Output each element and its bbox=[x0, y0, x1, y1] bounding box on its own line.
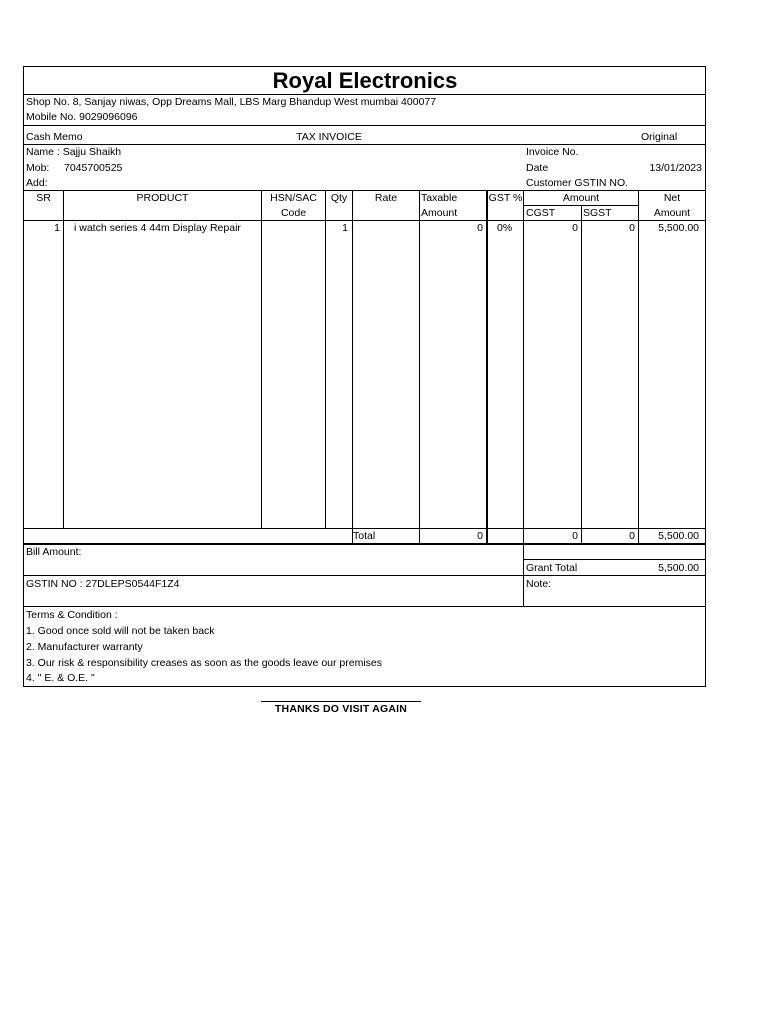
total-label: Total bbox=[353, 530, 376, 542]
header-hsn: HSN/SAC bbox=[270, 192, 317, 204]
header-rate: Rate bbox=[374, 192, 398, 204]
row-taxable: 0 bbox=[477, 222, 483, 234]
header-sr: SR bbox=[36, 192, 51, 204]
footer-message: THANKS DO VISIT AGAIN bbox=[274, 703, 408, 715]
terms-item: 2. Manufacturer warranty bbox=[26, 641, 143, 653]
frame-left-line bbox=[23, 66, 24, 687]
header-cgst: CGST bbox=[526, 207, 556, 219]
grand-total-value: 5,500.00 bbox=[658, 562, 699, 574]
frame-bottom-line bbox=[23, 686, 706, 687]
customer-address-label: Add: bbox=[26, 177, 48, 189]
header-taxable-amount: Amount bbox=[421, 207, 458, 219]
frame-right-line bbox=[705, 66, 706, 687]
header-gst: GST % bbox=[488, 192, 523, 204]
header-amount: Amount bbox=[562, 192, 600, 204]
col-line bbox=[581, 205, 582, 544]
invoice-date: 13/01/2023 bbox=[649, 162, 702, 174]
customer-mob: 7045700525 bbox=[64, 162, 123, 174]
grand-total-label: Grant Total bbox=[526, 562, 578, 574]
memo-title: TAX INVOICE bbox=[296, 131, 362, 143]
header-taxable: Taxable bbox=[421, 192, 458, 204]
row-sr: 1 bbox=[54, 222, 60, 234]
header-net: Net bbox=[663, 192, 681, 204]
shop-address: Shop No. 8, Sanjay niwas, Opp Dreams Mall, LBS Marg Bhandup West mumbai 400077 bbox=[26, 96, 437, 108]
col-line bbox=[419, 190, 420, 544]
divider bbox=[23, 606, 706, 607]
header-product: PRODUCT bbox=[136, 192, 189, 204]
divider bbox=[523, 559, 706, 560]
memo-type: Cash Memo bbox=[26, 131, 83, 143]
col-line bbox=[523, 190, 524, 606]
col-line bbox=[352, 190, 353, 544]
customer-gstin-label: Customer GSTIN NO. bbox=[526, 177, 629, 189]
row-gst: 0% bbox=[497, 222, 513, 234]
copy-label: Original bbox=[641, 131, 678, 143]
divider bbox=[23, 144, 706, 145]
invoice-date-label: Date bbox=[526, 162, 549, 174]
row-qty: 1 bbox=[342, 222, 348, 234]
header-sgst: SGST bbox=[583, 207, 612, 219]
col-line bbox=[486, 190, 488, 544]
col-line bbox=[325, 190, 326, 529]
row-sgst: 0 bbox=[629, 222, 635, 234]
total-row-bottom-line bbox=[23, 543, 706, 545]
customer-mob-label: Mob: bbox=[26, 162, 50, 174]
terms-item: 1. Good once sold will not be taken back bbox=[26, 625, 215, 637]
row-cgst: 0 bbox=[572, 222, 578, 234]
invoice-number-label: Invoice No. bbox=[526, 146, 579, 158]
total-cgst: 0 bbox=[572, 530, 578, 542]
row-product: i watch series 4 44m Display Repair bbox=[74, 222, 241, 234]
col-line bbox=[261, 190, 262, 529]
note-label: Note: bbox=[526, 578, 552, 590]
total-taxable: 0 bbox=[477, 530, 483, 542]
shop-mobile: Mobile No. 9029096096 bbox=[26, 111, 138, 123]
col-line bbox=[638, 190, 639, 544]
header-net-amount: Amount bbox=[653, 207, 691, 219]
shop-name: Royal Electronics bbox=[272, 68, 458, 93]
divider bbox=[23, 575, 706, 576]
terms-item: 3. Our risk & responsibility creases as soon as the goods leave our premises bbox=[26, 657, 383, 669]
total-net: 5,500.00 bbox=[658, 530, 699, 542]
header-hsn-code: Code bbox=[280, 207, 307, 219]
divider bbox=[23, 125, 706, 126]
row-net: 5,500.00 bbox=[658, 222, 699, 234]
terms-item: 4. " E. & O.E. " bbox=[26, 672, 95, 684]
bill-amount-label: Bill Amount: bbox=[26, 546, 82, 558]
customer-name: Name : Sajju Shaikh bbox=[26, 146, 122, 158]
col-line bbox=[63, 190, 64, 529]
gstin-number: GSTIN NO : 27DLEPS0544F1Z4 bbox=[26, 578, 180, 590]
header-qty: Qty bbox=[330, 192, 348, 204]
terms-heading: Terms & Condition : bbox=[26, 609, 118, 621]
total-sgst: 0 bbox=[629, 530, 635, 542]
